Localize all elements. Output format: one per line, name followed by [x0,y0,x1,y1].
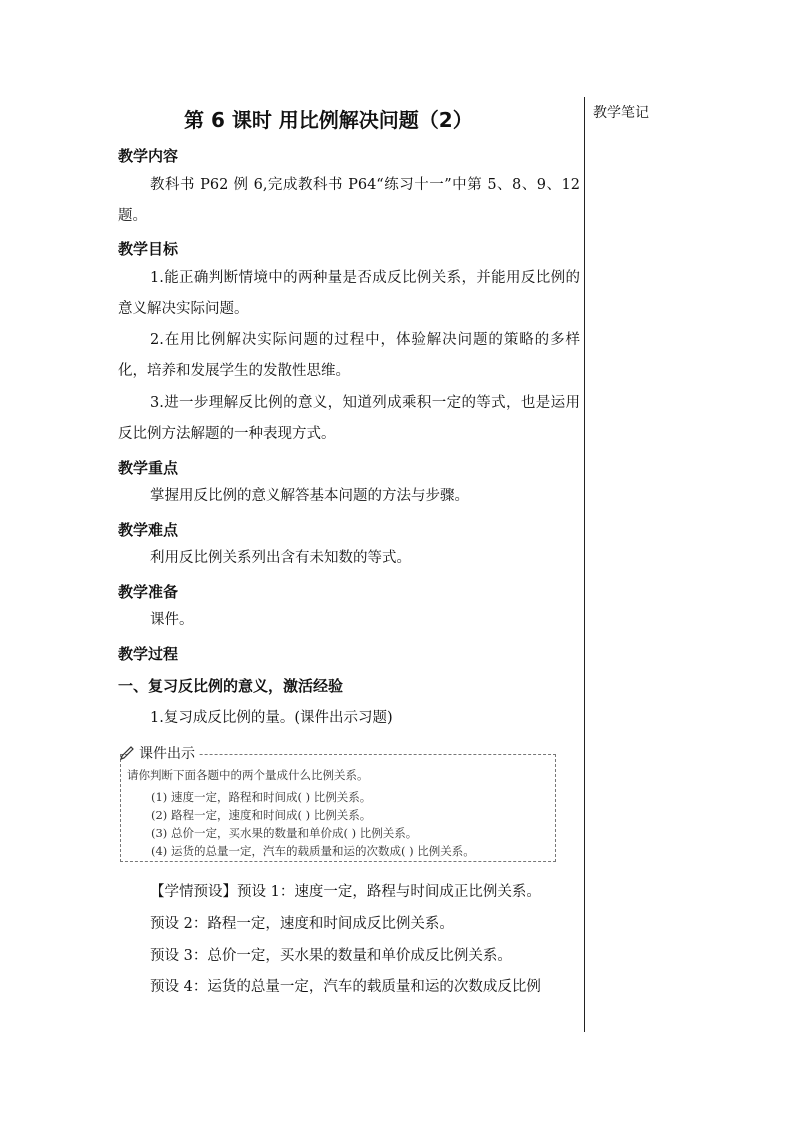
courseware-question-3: (3) 总价一定，买水果的数量和单价成( ) 比例关系。 [151,826,418,840]
courseware-tag [129,743,199,763]
goal-2: 2.在用比例解决实际问题的过程中，体验解决问题的策略的多样化，培养和发展学生的发散性思维。 [118,332,580,379]
courseware-box [120,746,556,862]
courseware-tag-label: 课件出示 [139,746,195,762]
step-1: 1.复习成反比例的量。(课件出示习题) [150,710,393,726]
heading-goals: 教学目标 [118,240,179,258]
heading-process: 教学过程 [118,645,179,663]
preset-4: 预设 4：运货的总量一定，汽车的载质量和运的次数成反比例 [150,979,541,995]
preset-2: 预设 2：路程一定，速度和时间成反比例关系。 [150,916,454,932]
teaching-notes-label: 教学笔记 [593,105,649,121]
page-title: 第 6 课时 用比例解决问题（2） [184,108,473,132]
part1-heading: 一、复习反比例的意义，激活经验 [118,677,344,695]
notes-divider [584,97,585,1032]
goal-1: 1.能正确判断情境中的两种量是否成反比例关系，并能用反比例的意义解决实际问题。 [118,270,580,317]
courseware-prompt: 请你判断下面各题中的两个量成什么比例关系。 [127,768,369,782]
heading-key-points: 教学重点 [118,459,179,477]
difficulties-text: 利用反比例关系列出含有未知数的等式。 [150,550,411,566]
pencil-icon [119,745,135,761]
preset-1: 【学情预设】预设 1：速度一定，路程与时间成正比例关系。 [150,884,541,900]
preset-3: 预设 3：总价一定，买水果的数量和单价成反比例关系。 [150,948,512,964]
key-points-text: 掌握用反比例的意义解答基本问题的方法与步骤。 [150,488,469,504]
preparation-text: 课件。 [150,612,194,628]
heading-content: 教学内容 [118,147,179,165]
courseware-question-2: (2) 路程一定，速度和时间成( ) 比例关系。 [151,808,372,822]
goal-3: 3.进一步理解反比例的意义，知道列成乘积一定的等式，也是运用反比例方法解题的一种表现方式。 [118,395,580,442]
courseware-question-4: (4) 运货的总量一定，汽车的载质量和运的次数成( ) 比例关系。 [151,844,475,858]
heading-difficulties: 教学难点 [118,521,179,539]
content-text: 教科书 P62 例 6,完成教科书 P64“练习十一”中第 5、8、9、12 题。 [118,177,580,224]
heading-preparation: 教学准备 [118,583,179,601]
courseware-question-1: (1) 速度一定，路程和时间成( ) 比例关系。 [151,790,372,804]
